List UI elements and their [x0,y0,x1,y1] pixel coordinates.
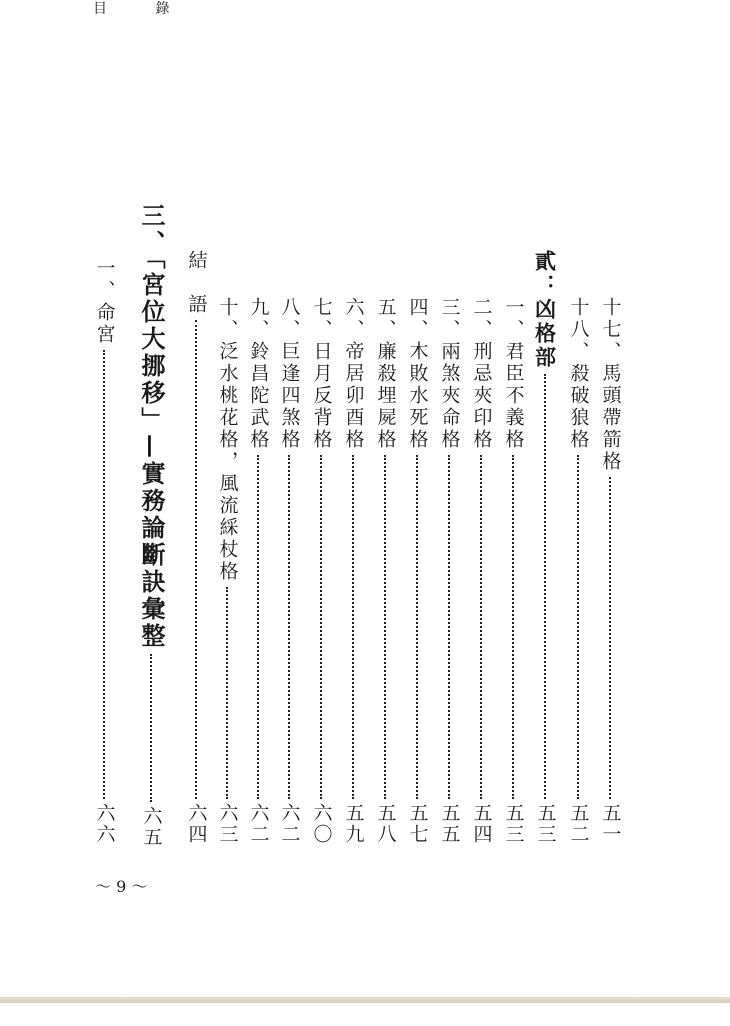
dot-leader [609,477,611,799]
toc-entry-page: 五二 [567,803,590,845]
toc-entry[interactable] [341,297,365,845]
dot-leader [150,654,152,802]
dot-leader [384,455,386,799]
toc-entry-title: 五、廉殺埋屍格 [374,297,397,451]
dot-leader [416,455,418,799]
dot-leader [577,455,579,799]
page-edge-band [0,997,730,1003]
toc-entry[interactable] [184,250,208,845]
toc-entry-title: 二、刑忌夾印格 [470,297,493,451]
dot-leader [480,455,482,799]
toc-entry[interactable] [277,297,301,845]
toc-entry-title: 十八、殺破狼格 [567,297,590,451]
toc-entry-page: 五一 [599,803,622,845]
toc-entry-title: 九、鈴昌陀武格 [247,297,270,451]
toc-part-heading[interactable] [136,203,166,848]
toc-entry[interactable] [469,297,493,845]
toc-entry-page: 六〇 [310,803,333,845]
toc-entry-page: 六四 [185,803,208,845]
toc-entry-title: 十、泛水桃花格，風流綵杖格 [216,297,239,583]
toc-entry-page: 五九 [342,803,365,845]
dot-leader [226,587,228,799]
toc-entry-title: 貳：凶格部 [532,250,558,370]
toc-entry[interactable] [373,297,397,845]
toc-entry-title: 三、「宮位大挪移」—實務論斷訣彙整 [137,203,166,650]
toc-entry-page: 六二 [247,803,270,845]
page-number: ～ 9 ～ [95,877,148,896]
toc-entry[interactable] [598,297,622,845]
toc-entry-title: 結 語 [185,250,208,316]
toc-entry-page: 六三 [216,803,239,845]
toc-entry-title: 七、日月反背格 [310,297,333,451]
running-header: 目 錄 [93,1,192,17]
toc-entry-title: 十七、馬頭帶箭格 [599,297,622,473]
dot-leader [512,455,514,799]
dot-leader [257,455,259,799]
toc-section-heading[interactable] [533,250,557,845]
toc-entry-page: 五三 [502,803,525,845]
toc-entry-title: 八、巨逢四煞格 [278,297,301,451]
toc-entry-page: 五四 [470,803,493,845]
toc-entry-title: 一、君臣不義格 [502,297,525,451]
toc-entry-page: 六六 [93,803,116,845]
toc-entry[interactable] [501,297,525,845]
toc-entry[interactable] [437,297,461,845]
toc-entry[interactable] [566,297,590,845]
toc-entry-title: 四、木敗水死格 [406,297,429,451]
toc-entry[interactable] [246,297,270,845]
toc-entry[interactable] [215,297,239,845]
dot-leader [448,455,450,799]
toc-entry-title: 六、帝居卯酉格 [342,297,365,451]
toc-entry-page: 五七 [406,803,429,845]
dot-leader [544,374,546,799]
toc-entry[interactable] [309,297,333,845]
dot-leader [103,350,105,799]
toc-entry-page: 六二 [278,803,301,845]
toc-entry[interactable] [405,297,429,845]
toc-entry-title: 一、命宮 [93,258,116,346]
toc-entry-page: 五五 [438,803,461,845]
dot-leader [352,455,354,799]
toc-entry-page: 五八 [374,803,397,845]
toc-entry[interactable] [92,258,116,845]
dot-leader [320,455,322,799]
dot-leader [195,320,197,799]
toc-entry-title: 三、兩煞夾命格 [438,297,461,451]
toc-entry-page: 五三 [534,803,557,845]
dot-leader [288,455,290,799]
toc-entry-page: 六五 [140,806,163,848]
